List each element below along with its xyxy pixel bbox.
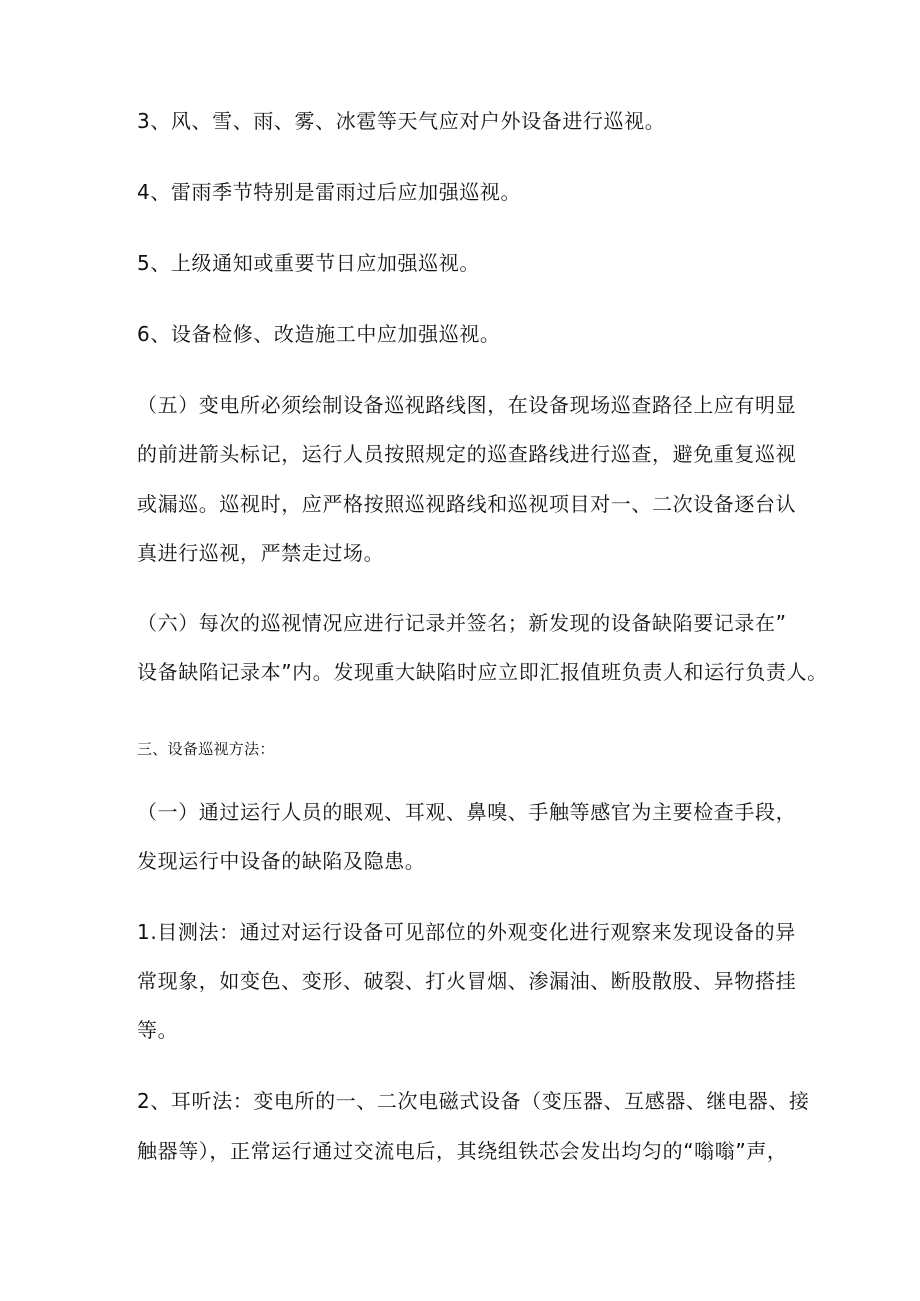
visual-method-line-2: 常现象，如变色、变形、破裂、打火冒烟、渗漏油、断股散股、异物搭挂: [137, 969, 797, 993]
hearing-method-line-2: 触器等），正常运行通过交流电后，其绕组铁芯会发出均匀的“嗡嗡”声，: [137, 1139, 788, 1163]
text-line-maintenance-inspection: 6、设备检修、改造施工中应加强巡视。: [137, 322, 501, 346]
text-line-holiday-inspection: 5、上级通知或重要节日应加强巡视。: [137, 251, 480, 275]
paragraph-six-line-1: （六）每次的巡视情况应进行记录并签名；新发现的设备缺陷要记录在”: [137, 611, 787, 635]
paragraph-one-line-2: 发现运行中设备的缺陷及隐患。: [137, 849, 426, 873]
paragraph-five-line-3: 或漏巡。巡视时，应严格按照巡视路线和巡视项目对一、二次设备逐台认: [137, 492, 797, 516]
paragraph-five-line-1: （五）变电所必须绘制设备巡视路线图，在设备现场巡查路径上应有明显: [137, 393, 797, 417]
paragraph-five-line-4: 真进行巡视，严禁走过场。: [137, 541, 385, 565]
text-line-thunderstorm-inspection: 4、雷雨季节特别是雷雨过后应加强巡视。: [137, 180, 522, 204]
hearing-method-line-1: 2、耳听法：变电所的一、二次电磁式设备（变压器、互感器、继电器、接: [137, 1089, 810, 1113]
visual-method-line-3: 等。: [137, 1018, 179, 1042]
section-heading-inspection-methods: 三、设备巡视方法：: [137, 740, 275, 758]
paragraph-one-line-1: （一）通过运行人员的眼观、耳观、鼻嗅、手触等感官为主要检查手段，: [137, 800, 797, 824]
paragraph-six-line-2: 设备缺陷记录本”内。发现重大缺陷时应立即汇报值班负责人和运行负责人。: [137, 660, 828, 684]
visual-method-line-1: 1.目测法：通过对运行设备可见部位的外观变化进行观察来发现设备的异: [137, 920, 796, 944]
text-line-weather-inspection: 3、风、雪、雨、雾、冰雹等天气应对户外设备进行巡视。: [137, 109, 666, 133]
paragraph-five-line-2: 的前进箭头标记，运行人员按照规定的巡查路线进行巡查，避免重复巡视: [137, 442, 797, 466]
